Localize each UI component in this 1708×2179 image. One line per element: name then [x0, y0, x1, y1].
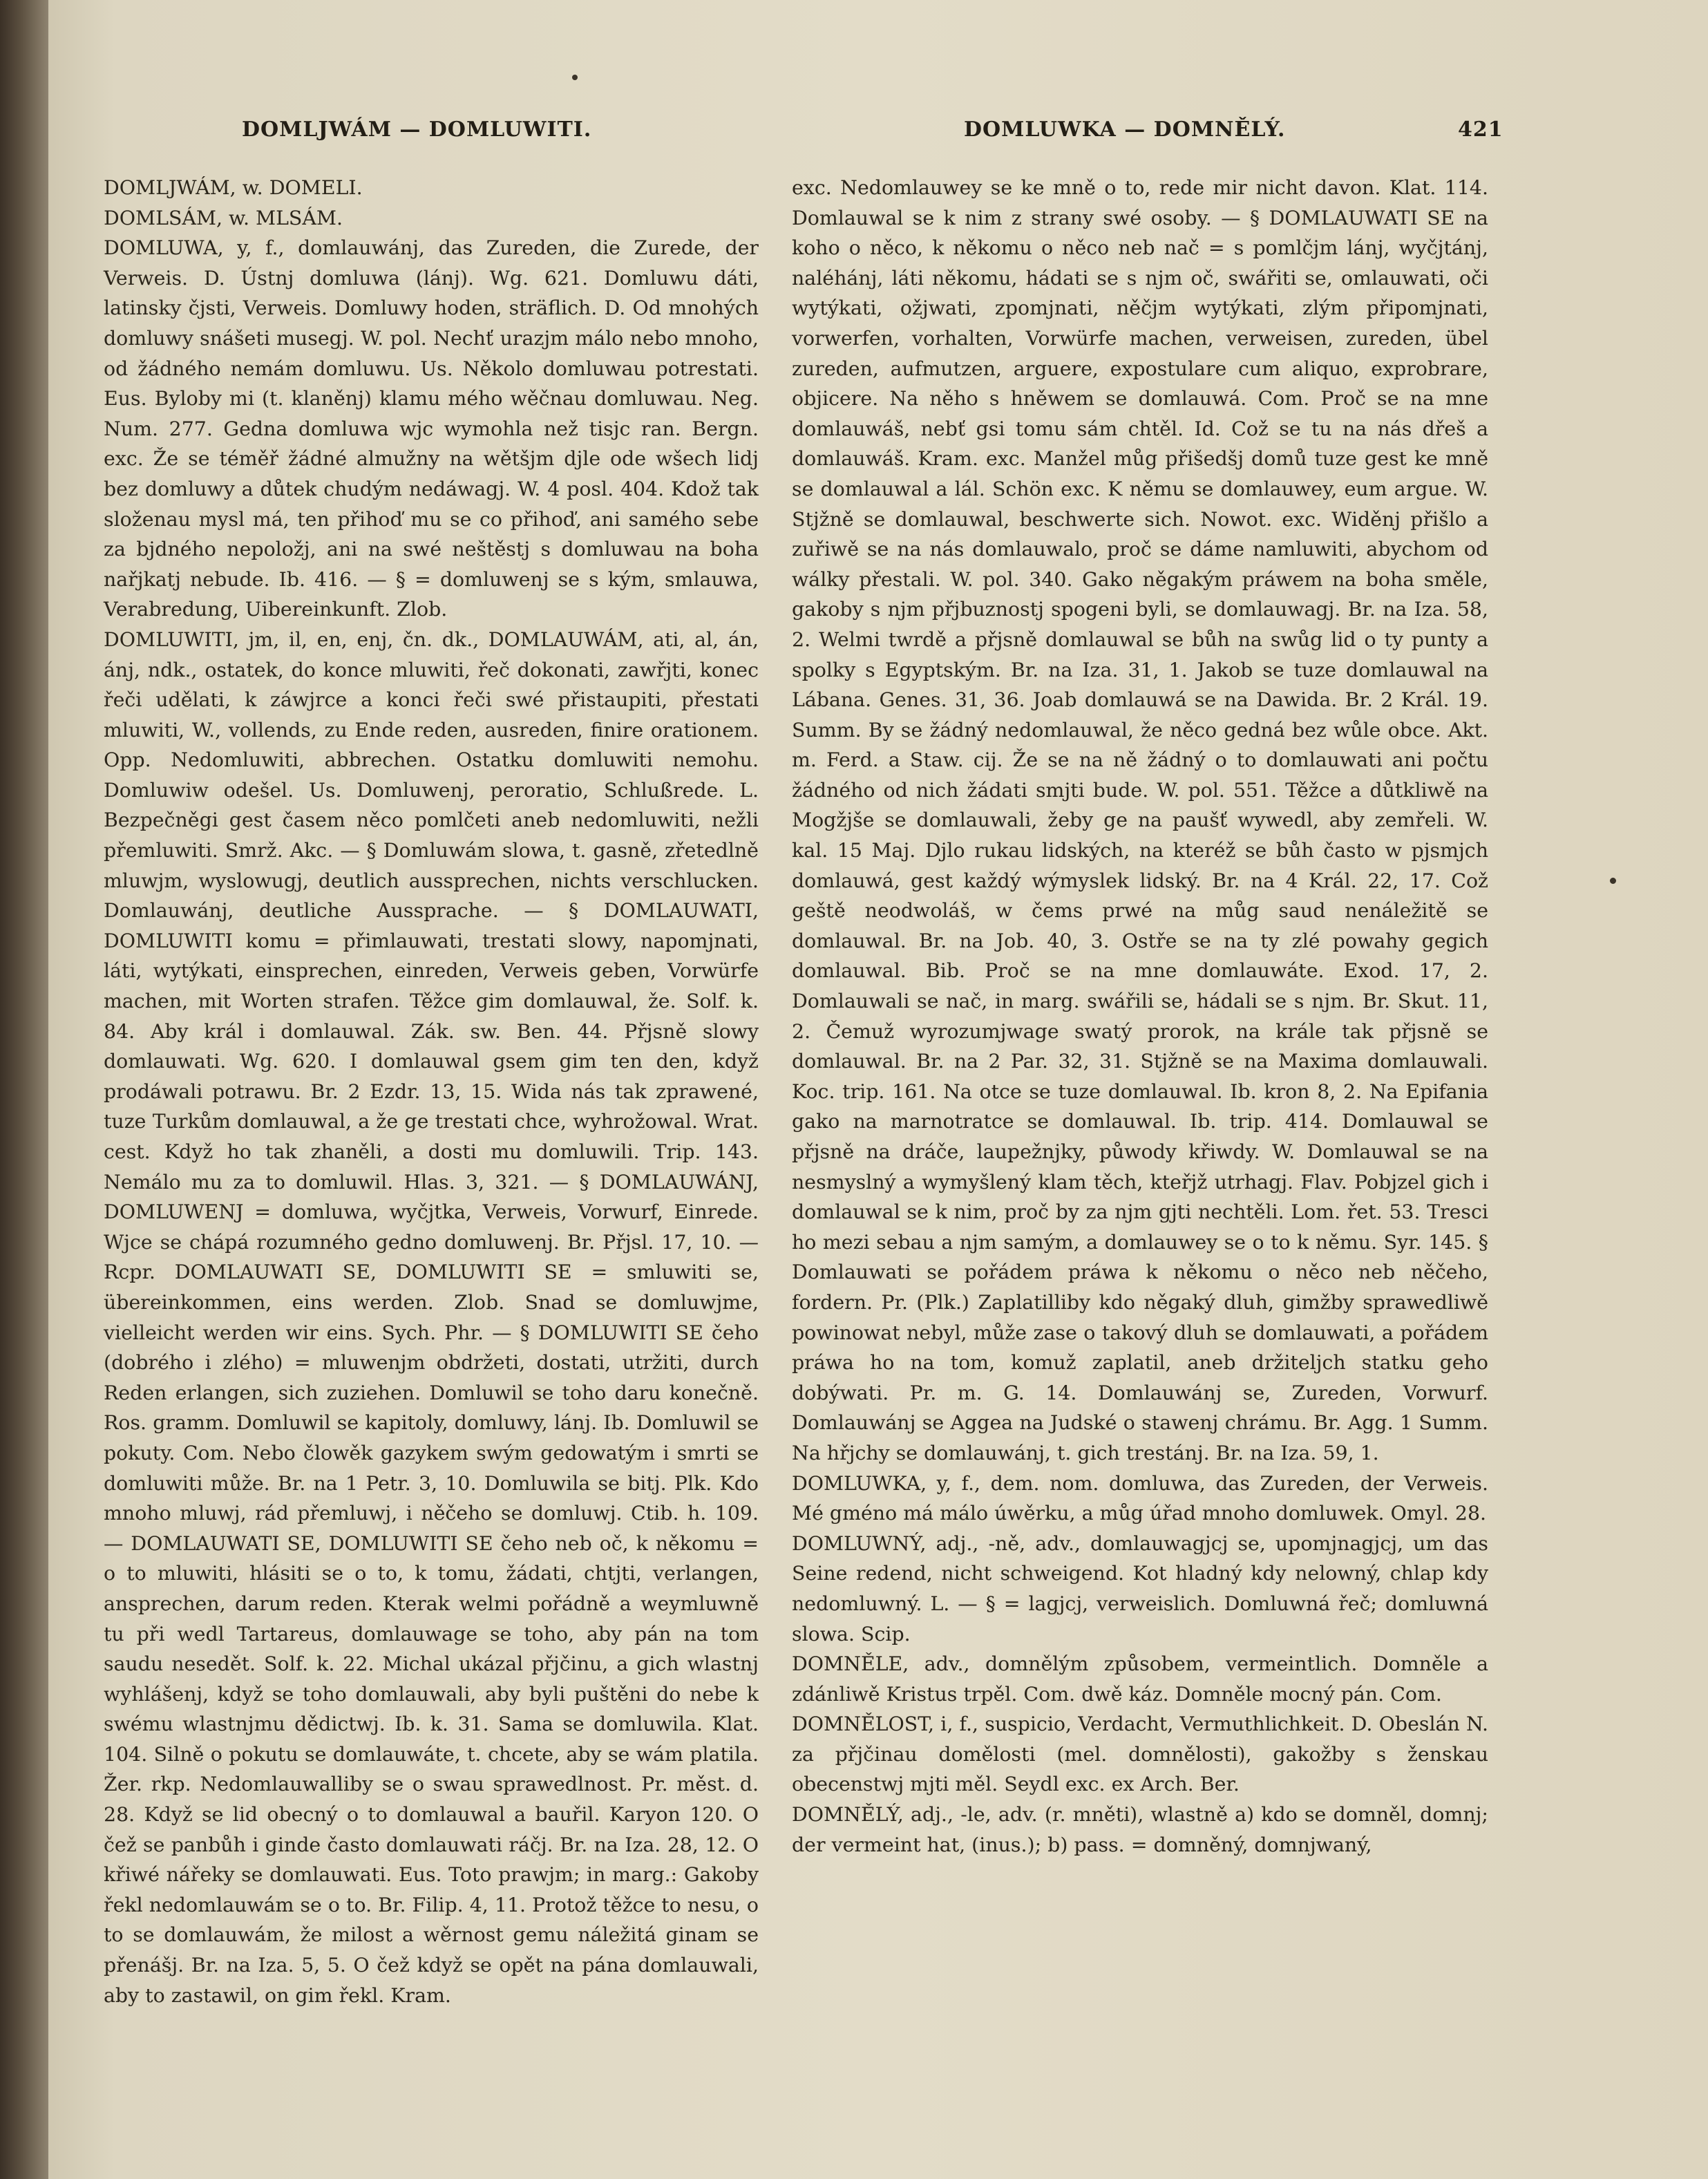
dictionary-entry: DOMNĚLOST, i, f., suspicio, Verdacht, Vermuthlichkeit. D. Obeslán N. za přjčinau domělosti (mel. domnělosti), gakožby s ženskau obecenstwj mjti měl. Seydl exc. ex Arch. Ber. — [792, 1713, 1488, 1796]
dictionary-entry: DOMNĚLÝ, adj., -le, adv. (r. mněti), wlastně a) kdo se domněl, domnj; der vermeint hat, (inus.); b) pass. = domněný, domnjwaný, — [792, 1803, 1488, 1856]
print-mark — [572, 75, 578, 80]
dictionary-entry: DOMLUWKA, y, f., dem. nom. domluwa, das Zureden, der Verweis. Mé gméno má málo úwěrku, a můg úřad mnoho domluwek. Omyl. 28. — [792, 1471, 1488, 1525]
dictionary-entry: DOMLSÁM, w. MLSÁM. — [104, 206, 343, 229]
dictionary-entry: DOMLUWITI, jm, il, en, enj, čn. dk., DOMLAUWÁM, ati, al, án, ánj, ndk., ostatek, do konce mluwiti, řeč dokonati, zawřjti, konec řeči udělati, k záwjrce a konci řeči swé přistaupiti, přestati mluwiti, W., vollends, zu Ende reden, ausreden, finire orationem. Opp. Nedomluwiti, abbrechen. Ostatku domluwiti nemohu. Domluwiw odešel. Us. Domluwenj, peroratio, Schlußrede. L. Bezpečněgi gest časem něco pomlčeti aneb nedomluwiti, nežli přemluwiti. Smrž. Akc. — § Domluwám slowa, t. gasně, zřetedlně mluwjm, wyslowugj, deutlich aussprechen, nichts verschlucken. Domlauwánj, deutliche Aussprache. — § DOMLAUWATI, DOMLUWITI komu = přimlauwati, trestati slowy, napomjnati, láti, wytýkati, einsprechen, einreden, Verweis geben, Vorwürfe machen, mit Worten strafen. Těžce gim domlauwal, že. Solf. k. 84. Aby král i domlauwal. Zák. sw. Ben. 44. Přjsně slowy domlauwati. Wg. 620. I domlauwal gsem gim ten den, když prodáwali potrawu. Br. 2 Ezdr. 13, 15. Wida nás tak zprawené, tuze Turkům domlauwal, a že ge trestati chce, wyhrožowal. Wrat. cest. Když ho tak zhaněli, a dosti mu domluwili. Trip. 143. Nemálo mu za to domluwil. Hlas. 3, 321. — § DOMLAUWÁNJ, DOMLUWENJ = domluwa, wyčjtka, Verweis, Vorwurf, Einrede. Wjce se chápá rozumného gedno domluwenj. Br. Přjsl. 17, 10. — Rcpr. DOMLAUWATI SE, DOMLUWITI SE = smluwiti se, übereinkommen, eins werden. Zlob. Snad se domluwjme, vielleicht werden wir eins. Sych. Phr. — § DOMLUWITI SE čeho (dobrého i zlého) = mluwenjm obdržeti, dostati, utržiti, durch Reden erlangen, sich zuziehen. Domluwil se toho daru konečně. Ros. gramm. Domluwil se kapitoly, domluwy, lánj. Ib. Domluwil se pokuty. Com. Nebo člowěk gazykem swým gedowatým i smrti se domluwiti může. Br. na 1 Petr. 3, 10. Domluwila se bitj. Plk. Kdo mnoho mluwj, rád přemluwj, i něčeho se domluwj. Ctib. h. 109. — DOMLAUWATI SE, DOMLUWITI SE čeho neb oč, k někomu = o to mluwiti, hlásiti se o to, k tomu, žádati, chtjti, verlangen, ansprechen, darum reden. Kterak welmi pořádně a weymluwně tu při wedl Tartareus, domlauwage se toho, aby pán na tom saudu nesedět. Solf. k. 22. Michal ukázal přjčinu, a gich wlastnj wyhlášenj, když se toho domlauwali, aby byli puštěni do nebe k swému wlastnjmu dědictwj. Ib. k. 31. Sama se domluwila. Klat. 104. Silně o pokutu se domlauwáte, t. chcete, aby se wám platila. Žer. rkp. Nedomlauwalliby se o swau sprawedlnost. Pr. měst. d. 28. Když se lid obecný o to domlauwal a bauřil. Karyon 120. O čež se panbůh i ginde často domlauwati ráčj. Br. na Iza. 28, 12. O křiwé nářeky se domlauwati. Eus. Toto prawjm; in marg.: Gakoby řekl nedomlauwám se o to. Br. Filip. 4, 11. Protož těžce to nesu, o to se domlauwám, že milost a wěrnost gemu náležitá ginam se přenášj. Br. na Iza. 5, 5. O čež když se opět na pána domlauwali, aby to zastawil, on gim řekl. Kram. — [104, 628, 759, 2007]
dictionary-entry: exc. Nedomlauwey se ke mně o to, rede mir nicht davon. Klat. 114. Domlauwal se k nim z strany swé osoby. — § DOMLAUWATI SE na koho o něco, k někomu o něco neb nač = s pomlčjm lánj, wyčjtánj, naléhánj, láti někomu, hádati se s njm oč, swářiti se, omlauwati, oči wytýkati, ožjwati, zpomjnati, něčjm wytýkati, zlým připomjnati, vorwerfen, vorhalten, Vorwürfe machen, verweisen, zureden, übel zureden, aufmutzen, arguere, expostulare cum aliquo, exprobrare, objicere. Na něho s hněwem se domlauwá. Com. Proč se na mne domlauwáš, nebť gsi tomu sám chtěl. Id. Což se tu na nás dřeš a domlauwáš. Kram. exc. Manžel můg přišedšj domů tuze gest ke mně se domlauwal a lál. Schön exc. K němu se domlauwey, eum argue. W. Stjžně se domlauwal, beschwerte sich. Nowot. exc. Widěnj přišlo a zuřiwě se na nás domlauwalo, proč se dáme namluwiti, abychom od wálky přestali. W. pol. 340. Gako něgakým práwem na boha směle, gakoby s njm přjbuznostj spogeni byli, se domlauwagj. Br. na Iza. 58, 2. Welmi twrdě a přjsně domlauwal se bůh na swůg lid o ty punty a spolky s Egyptským. Br. na Iza. 31, 1. Jakob se tuze domlauwal na Lábana. Genes. 31, 36. Joab domlauwá se na Dawida. Br. 2 Král. 19. Summ. By se žádný nedomlauwal, že něco gedná bez wůle obce. Akt. m. Ferd. a Staw. cij. Že se na ně žádný o to domlauwati ani počtu žádného od nich žádati smjti bude. W. pol. 551. Těžce a důtkliwě na Mogžjše se domlauwali, žeby ge na paušť wywedl, aby zemřeli. W. kal. 15 Maj. Djlo rukau lidských, na kteréž se bůh často w pjsmjch domlauwá, gest každý wýmyslek lidský. Br. na 4 Král. 22, 17. Což geště neodwoláš, w čems prwé na můg saud nenáležitě se domlauwal. Br. na Job. 40, 3. Ostře se na ty zlé powahy gegich domlauwal. Bib. Proč se na mne domlauwáte. Exod. 17, 2. Domlauwali se nač, in marg. swářili se, hádali se s njm. Br. Skut. 11, 2. Čemuž wyrozumjwage swatý prorok, na krále tak přjsně se domlauwal. Br. na 2 Par. 32, 31. Stjžně se na Maxima domlauwali. Koc. trip. 161. Na otce se tuze domlauwal. Ib. kron 8, 2. Na Epifania gako na marnotratce se domlauwal. Ib. trip. 414. Domlauwal se přjsně na dráče, laupežnjky, půwody křiwdy. W. Domlauwal se na nesmyslný a wymyšlený klam těch, kteřjž utrhagj. Flav. Pobjzel gich i domlauwal se k nim, proč by za njm gjti nechtěli. Lom. řet. 53. Tresci ho mezi sebau a njm samým, a domlauwey se o to k němu. Syr. 145. § Domlauwati se pořádem práwa k někomu o něco neb něčeho, fordern. Pr. (Plk.) Zaplatilliby kdo něgaký dluh, gimžby sprawedliwě powinowat nebyl, může zase o takový dluh se domlauwati, a pořádem práwa ho na tom, komuž zaplatil, aneb držiteljch statku geho dobýwati. Pr. m. G. 14. Domlauwánj se, Zureden, Vorwurf. Domlauwánj se Aggea na Judské o stawenj chrámu. Br. Agg. 1 Summ. Na hřjchy se domlauwánj, t. gich trestánj. Br. na Iza. 59, 1. — [792, 176, 1488, 1464]
right-column — [792, 173, 1488, 1860]
dictionary-entry: DOMLUWA, y, f., domlauwánj, das Zureden, die Zurede, der Verweis. D. Ústnj domluwa (lánj). Wg. 621. Domluwu dáti, latinsky čjsti, Verweis. Domluwy hoden, sträflich. D. Od mnohých domluwy snášeti musegj. W. pol. Nechť urazjm málo nebo mnoho, od žádného nemám domluwu. Us. Několo domluwau potrestati. Eus. Byloby mi (t. klaněnj) klamu mého wěčnau domluwau. Neg. Num. 277. Gedna domluwa wjc wymohla než tisjc ran. Bergn. exc. Že se téměř žádné almužny na wětšjm djle ode wšech lidj bez domluwy a důtek chudým nedáwagj. W. 4 posl. 404. Kdož tak složenau mysl má, ten přihoď mu se co přihoď, ani samého sebe za bjdného nepoložj, ani na swé neštěstj s domluwau na boha nařjkatj nebude. Ib. 416. — § = domluwenj se s kým, smlauwa, Verabredung, Uibereinkunft. Zlob. — [104, 236, 759, 621]
running-head-left: DOMLJWÁM — DOMLUWITI. — [242, 117, 592, 142]
book-spine-shadow — [0, 0, 48, 2179]
print-mark — [1610, 878, 1616, 884]
running-head-right: DOMLUWKA — DOMNĚLÝ. — [964, 117, 1286, 142]
dictionary-entry: DOMLUWNÝ, adj., -ně, adv., domlauwagjcj se, upomjnagjcj, um das Seine redend, nicht schweigend. Kot hladný kdy nelowný, chlap kdy nedomluwný. L. — § = lagjcj, verweislich. Domluwná řeč; domluwná slowa. Scip. — [792, 1531, 1488, 1645]
dictionary-entry: DOMLJWÁM, w. DOMELI. — [104, 176, 363, 199]
left-column — [104, 173, 759, 2010]
page-number: 421 — [1458, 117, 1503, 142]
dictionary-entry: DOMNĚLE, adv., domnělým způsobem, vermeintlich. Domněle a zdánliwě Kristus trpěl. Com. dwě káz. Domněle mocný pán. Com. — [792, 1652, 1488, 1706]
